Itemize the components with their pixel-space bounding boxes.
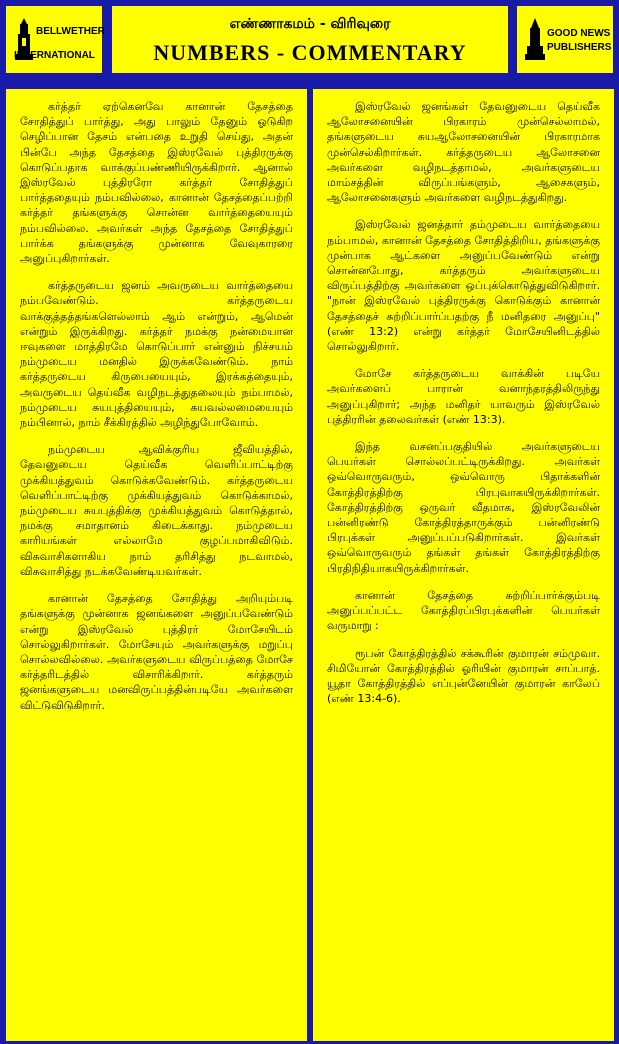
- paragraph: கானான் தேசத்தை சோதித்து அறியும்படி தங்களுக்கு முன்னாக ஜனங்களை அனுப்பவேண்டும் என்று இஸ்ரவேல் புத்திரர் மோசேயிடம் சொல்லுகிறார்கள். மோசேயும் அவர்களுக்கு மறுப்பு சொல்லவில்லை. அவர்களுடைய விருப்பத்தை மோசே கர்த்தரிடத்தில் விசாரிக்கிறார். கர்த்தரும் ஜனங்களுடைய மனவிருப்பத்தின்படியே அவர்களை விட்டுவிடுகிறார்.: [20, 592, 293, 712]
- right-logo-box: [515, 4, 615, 75]
- left-column: [6, 89, 307, 1041]
- title-english: NUMBERS - COMMENTARY: [153, 40, 467, 65]
- paragraph: இந்த வசனப்பகுதியில் அவர்களுடைய பெயர்கள் சொல்லப்பட்டிருக்கிறது. அவர்கள் ஒவ்வொருவரும், ஒவ்வொரு பிதாக்களின் கோத்திரத்திற்கு பிரபுவாகயிருக்கிறார்கள். கோத்திரத்திற்கு ஒருவர் வீதமாக, இஸ்ரவேலின் பன்னிரண்டு கோத்திரத்தாருக்கும் பன்னிரண்டு பிரபுக்கள் அனுப்பப்படுகிறார்கள். இவர்கள் ஒவ்வொருவரும் தங்கள் தங்கள் கோத்திரத்திற்கு பிரதிநிதியாகயிருக்கிறார்கள்.: [327, 440, 600, 575]
- paragraph: கர்த்தர் ஏற்கெனவே கானான் தேசத்தை சோதித்துப் பார்த்து, அது பாலும் தேனும் ஓடுகிற செழிப்பான தேசம் என்பதை உறுதி செய்து, அதன் பின்பே அந்த தேசத்தை இஸ்ரவேல் புத்திரருக்கு கொடுப்பதாக வாக்குப்பண்ணியிருக்கிறார். ஆனால் இஸ்ரவேல் புத்திரரோ கர்த்தர் சோதித்துப் பார்த்ததையும் நம்பவில்லை, கானான் தேசத்தைப்பற்றி கர்த்தர் தங்களுக்கு சொன்ன வார்த்தையையும் நம்பவில்லை. அவர்கள் அந்த தேசத்தை சோதித்துப் பார்க்க தங்களுக்கு முன்னாக வேவுகாரரை அனுப்புகிறார்கள்.: [20, 100, 293, 266]
- header-bar: [0, 0, 619, 81]
- paragraph: ரூபன் கோத்திரத்தில் சக்கூரின் குமாரன் சம்முவா. சிமியோன் கோத்திரத்தில் ஓரியின் குமாரன் சாப்பாத். யூதா கோத்திரத்தில் எப்புன்னேயின் குமாரன் காலேப் (எண் 13:4-6).: [327, 646, 600, 706]
- right-logo-line1: GOOD NEWS: [547, 28, 611, 39]
- bellwether-logo: [10, 18, 105, 64]
- lamp-icon: [523, 18, 547, 62]
- paragraph: நம்முடைய ஆவிக்குரிய ஜீவியத்தில், தேவனுடைய தெய்வீக வெளிப்பாட்டிற்கு முக்கியத்துவம் கொடுக்கவேண்டும். கர்த்தருடைய வெளிப்பாட்டிற்கு முக்கியத்துவம் கொடுக்காமல், நம்முடைய சுயபுத்திக்கு முக்கியத்துவம் கொடுத்தால், நமக்கு சமாதானம் கிடைக்காது. நம்முடைய காரியங்கள் எல்லாமே குழப்பமாகிவிடும். விசுவாசிகளாகிய நாம் தரிசித்து நடவாமல், விசுவாசித்து நடக்கவேண்டியவர்கள்.: [20, 443, 293, 578]
- right-column: [313, 89, 614, 1041]
- paragraph: கானான் தேசத்தை சுற்றிப்பார்க்கும்படி அனுப்பப்பட்ட கோத்திரப்பிரபுக்களின் பெயர்கள் வருமாறு :: [327, 588, 600, 633]
- title-tamil: எண்ணாகமம் - விரிவுரை: [229, 16, 391, 32]
- left-logo-box: [4, 4, 104, 75]
- body-frame: [0, 81, 619, 1044]
- left-logo-line1: BELLWETHER: [36, 26, 105, 37]
- paragraph: மோசே கர்த்தருடைய வாக்கின் படியே அவர்களைப் பாரான் வனாந்தரத்திலிருந்து அனுப்புகிறார்; அந்த மனிதர் யாவரும் இஸ்ரவேல் புத்திரரின் தலைவர்கள் (எண் 13:3).: [327, 367, 600, 426]
- paragraph: இஸ்ரவேல் ஜனங்கள் தேவனுடைய தெய்வீக ஆலோசனையின் பிரகாரம் முன்செல்லாமல், தங்களுடைய சுயஆலோசனையின் பிரகாரமாக முன்செல்கிறார்கள். கர்த்தருடைய ஆலோசனை அவர்களை வழிநடத்தாமல், அவர்களுடைய மாம்சத்தின் விருப்பங்களும், ஆசைகளும், ஆலோசனைகளும் அவர்களை வழிநடத்துகிறது.: [327, 100, 600, 205]
- paragraph: கர்த்தருடைய ஜனம் அவருடைய வார்த்தையை நம்பவேண்டும். கர்த்தருடைய வாக்குத்தத்தங்களெல்லாம் ஆம் என்றும், ஆமென் என்றும் இருக்கிறது. கர்த்தர் நமக்கு நன்மையான ஈவுகளை மாத்திரமே கொடுப்பார் என்னும் நிச்சயம் நம்முடைய மனதில் இருக்கவேண்டும். நாம் கர்த்தருடைய கிருபையையும், இரக்கத்தையும், அவருடைய தெய்வீக வழிநடத்துதலையும் நம்பாமல், நம்முடைய சுயபுத்தியையும், சுயவல்லமையையும் நம்பினால், நாம் சீக்கிரத்தில் அழிந்துபோவோம்.: [20, 279, 293, 430]
- right-logo-line2: PUBLISHERS: [547, 42, 612, 53]
- good-news-logo: [521, 18, 613, 64]
- paragraph: இஸ்ரவேல் ஜனத்தார் தம்முடைய வார்த்தையை நம்பாமல், கானான் தேசத்தை சோதித்திறிய, தங்களுக்கு முன்பாக ஆட்களை அனுப்பவேண்டும் என்று சொன்னபோது, கர்த்தரும் அவர்களுடைய விருப்பத்திற்கு அவர்களை ஒப்புக்கொடுத்துவிடுகிறார். "நான் இஸ்ரவேல் புத்திரருக்கு கொடுக்கும் கானான் தேசத்தைச் சுற்றிப்பார்ப்பதற்கு நீ மனிதரை அனுப்பு" (எண் 13:2) என்று கர்த்தர் மோசேயினிடத்தில் சொல்லுகிறார்.: [327, 218, 600, 354]
- title-box: [110, 4, 510, 75]
- left-logo-line2: INTERNATIONAL: [14, 50, 95, 61]
